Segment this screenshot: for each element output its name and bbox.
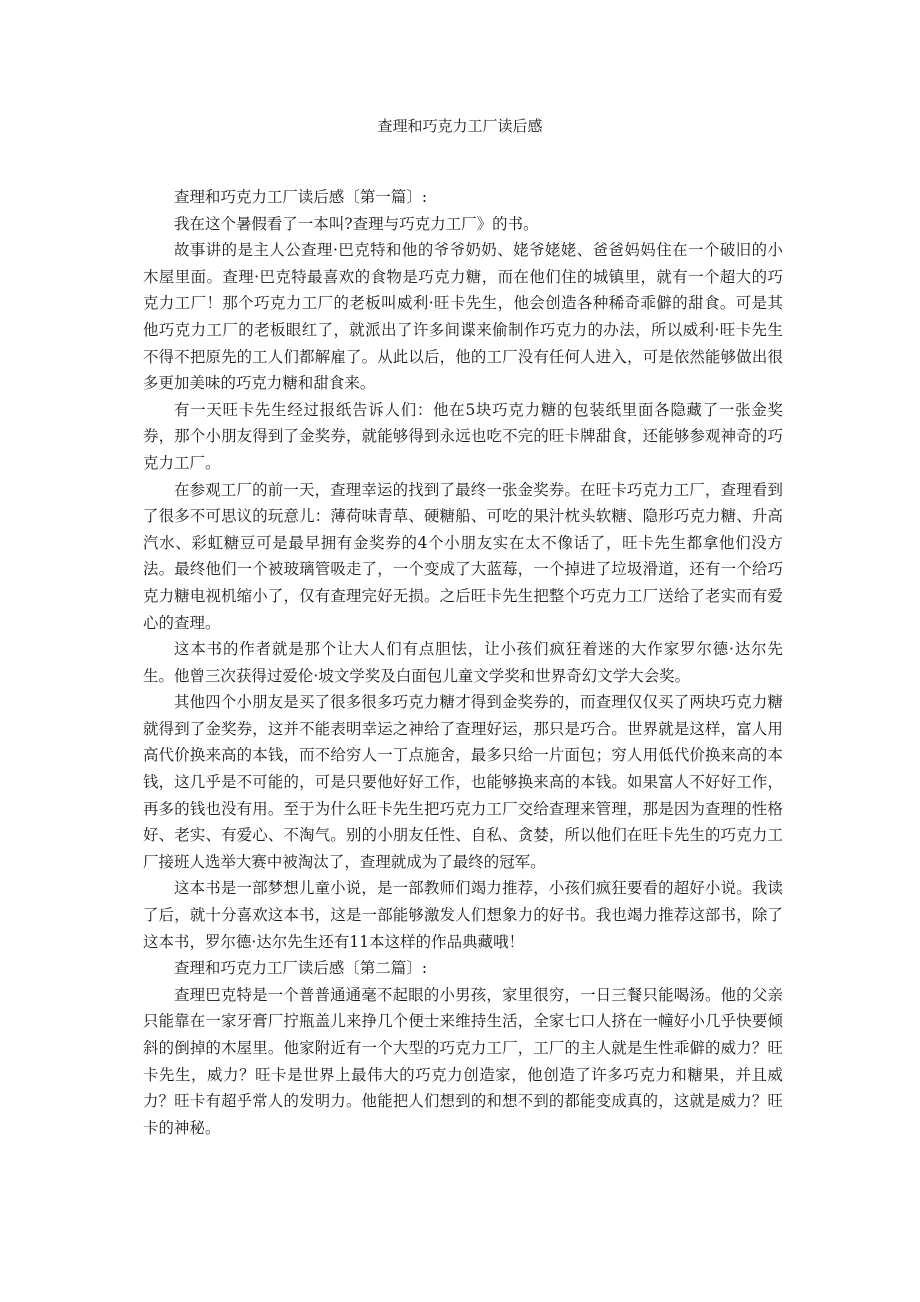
paragraph: 这本书是一部梦想儿童小说，是一部教师们竭力推荐，小孩们疯狂要看的超好小说。我读了后，就十分喜欢这本书，这是一部能够激发人们想象力的好书。我也竭力推荐这部书，除了这本书，罗尔德·达尔先生还有11本这样的作品典藏哦！ [143,879,783,951]
paragraph: 查理巴克特是一个普普通通毫不起眼的小男孩，家里很穷，一日三餐只能喝汤。他的父亲只能靠在一家牙膏厂拧瓶盖儿来挣几个便士来维持生活，全家七口人挤在一幢好小几乎快要倾斜的倒掉的木屋里。他家附近有一个大型的巧克力工厂，工厂的主人就是生性乖僻的威力？旺卡先生，威力？旺卡是世界上最伟大的巧克力创造家，他创造了许多巧克力和糖果，并且威力？旺卡有超乎常人的发明力。他能把人们想到的和想不到的都能变成真的，这就是威力？旺卡的神秘。 [143,985,783,1137]
paragraph: 有一天旺卡先生经过报纸告诉人们：他在5块巧克力糖的包装纸里面各隐藏了一张金奖券，那个小朋友得到了金奖券，就能够得到永远也吃不完的旺卡牌甜食，还能够参观神奇的巧克力工厂。 [143,400,783,472]
document-body [143,184,783,1141]
paragraph: 我在这个暑假看了一本叫?查理与巧克力工厂》的书。 [174,214,539,233]
paragraph: 在参观工厂的前一天，查理幸运的找到了最终一张金奖券。在旺卡巧克力工厂，查理看到了很多不可思议的玩意儿：薄荷味青草、硬糖船、可吃的果汁枕头软糖、隐形巧克力糖、升高汽水、彩虹糖豆可是最早拥有金奖券的4个小朋友实在太不像话了，旺卡先生都拿他们没方法。最终他们一个被玻璃管吸走了，一个变成了大蓝莓，一个掉进了垃圾滑道，还有一个给巧克力糖电视机缩小了，仅有查理完好无损。之后旺卡先生把整个巧克力工厂送给了老实而有爱心的查理。 [143,480,783,632]
paragraph-part1-heading: 查理和巧克力工厂读后感〔第一篇〕: [174,188,428,206]
paragraph: 这本书的作者就是那个让大人们有点胆怯，让小孩们疯狂着迷的大作家罗尔德·达尔先生。他曾三次获得过爱伦·坡文学奖及白面包儿童文学奖和世界奇幻文学大会奖。 [143,640,783,685]
paragraph: 其他四个小朋友是买了很多很多巧克力糖才得到金奖券的，而查理仅仅买了两块巧克力糖就得到了金奖券，这并不能表明幸运之神给了查理好运，那只是巧合。世界就是这样，富人用高代价换来高的本钱，而不给穷人一丁点施舍，最多只给一片面包；穷人用低代价换来高的本钱，这几乎是不可能的，可是只要他好好工作，也能够换来高的本钱。如果富人不好好工作，再多的钱也没有用。至于为什么旺卡先生把巧克力工厂交给查理来管理，那是因为查理的性格好、老实、有爱心、不淘气。别的小朋友任性、自私、贪婪，所以他们在旺卡先生的巧克力工厂接班人选举大赛中被淘汰了，查理就成为了最终的冠军。 [143,693,783,871]
document-title: 查理和巧克力工厂读后感 [377,117,543,135]
paragraph-part2-heading: 查理和巧克力工厂读后感〔第二篇〕: [174,959,428,978]
paragraph: 故事讲的是主人公查理·巴克特和他的爷爷奶奶、姥爷姥姥、爸爸妈妈住在一个破旧的小木屋里面。查理·巴克特最喜欢的食物是巧克力糖，而在他们住的城镇里，就有一个超大的巧克力工厂！那个巧克力工厂的老板叫威利·旺卡先生，他会创造各种稀奇乖僻的甜食。可是其他巧克力工厂的老板眼红了，就派出了许多间谍来偷制作巧克力的办法，所以威利·旺卡先生不得不把原先的工人们都解雇了。从此以后，他的工厂没有任何人进入，可是依然能够做出很多更加美味的巧克力糖和甜食来。 [143,241,783,393]
